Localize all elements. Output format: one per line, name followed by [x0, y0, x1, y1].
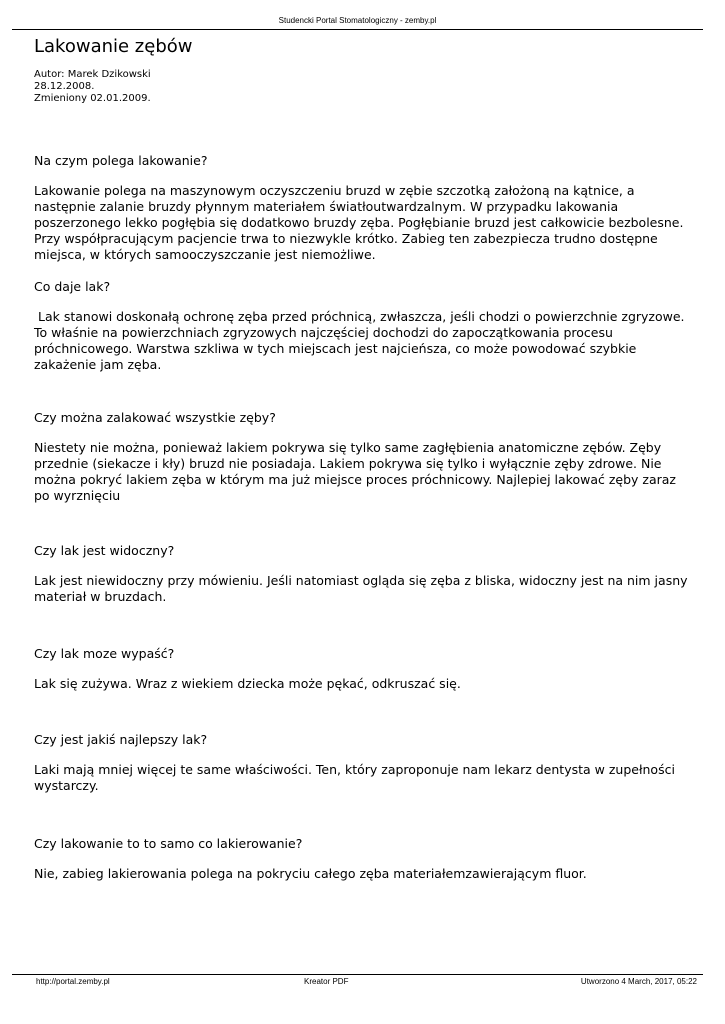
section-question: Czy lak jest widoczny? [34, 543, 175, 558]
page-header [12, 0, 703, 30]
section-co-daje-lak [34, 279, 694, 373]
modified-date: Zmieniony 02.01.2009. [34, 93, 151, 104]
created-date: 28.12.2008. [34, 81, 95, 92]
page-footer [12, 974, 703, 986]
section-question: Czy można zalakować wszystkie zęby? [34, 410, 276, 425]
section-question: Na czym polega lakowanie? [34, 153, 208, 168]
article-meta [34, 69, 694, 105]
section-answer: Lak jest niewidoczny przy mówieniu. Jeśli natomiast ogląda się zęba z bliska, widoczny jest na nim jasny materiał w bruzdach. [34, 573, 692, 604]
section-question: Czy lakowanie to to samo co lakierowanie? [34, 836, 303, 851]
section-question: Czy lak moze wypaść? [34, 646, 175, 661]
footer-url: http://portal.zemby.pl [36, 977, 110, 986]
section-wypadanie [34, 646, 694, 692]
section-wszystkie-zeby [34, 410, 694, 504]
footer-generator: Kreator PDF [304, 977, 349, 986]
section-answer: Niestety nie można, ponieważ lakiem pokrywa się tylko same zagłębienia anatomiczne zębów. Zęby przednie (siekacze i kły) bruzd nie posiadaja. Lakiem pokrywa się tylko i wyłącznie zęby zdrowe. Nie można pokryć lakiem zęba w którym ma już miejsce proces próchnicowy. Najlepiej lakować zęby zaraz po wyrznięciu [34, 440, 680, 503]
section-najlepszy-lak [34, 732, 694, 794]
section-widocznosc [34, 543, 694, 605]
author-line: Autor: Marek Dzikowski [34, 69, 151, 80]
article-body [34, 153, 694, 882]
section-question: Czy jest jakiś najlepszy lak? [34, 732, 208, 747]
site-name: Studencki Portal Stomatologiczny - zemby.pl [278, 16, 437, 25]
section-question: Co daje lak? [34, 279, 111, 294]
article [34, 36, 694, 882]
section-lakowanie [34, 153, 694, 263]
section-answer: Lak się zużywa. Wraz z wiekiem dziecka może pękać, odkruszać się. [34, 676, 461, 691]
footer-created: Utworzono 4 March, 2017, 05:22 [580, 977, 697, 986]
section-lakierowanie [34, 836, 694, 882]
article-title: Lakowanie zębów [34, 36, 193, 57]
section-answer: Lakowanie polega na maszynowym oczyszczeniu bruzd w zębie szczotką założoną na kątnice, a następnie zalanie bruzdy płynnym materiałem światłoutwardzalnym. W przypadku lakowania poszerzonego lekko pogłębia się dodatkowo bruzdy zęba. Pogłębianie bruzd jest całkowicie bezbolesne. Przy współpracującym pacjencie trwa to niezwykle krótko. Zabieg ten zabezpiecza trudno dostępne miejsca, w których samooczyszczanie jest niemożliwe. [34, 183, 688, 262]
section-answer: Laki mają mniej więcej te same właściwości. Ten, który zaproponuje nam lekarz dentysta w zupełności wystarczy. [34, 762, 679, 793]
section-answer: Nie, zabieg lakierowania polega na pokryciu całego zęba materiałemzawierającym fluor. [34, 866, 587, 881]
section-answer: Lak stanowi doskonałą ochronę zęba przed próchnicą, zwłaszcza, jeśli chodzi o powierzchnie zgryzowe. To właśnie na powierzchniach zgryzowych najczęściej dochodzi do zapoczątkowania procesu próchnicowego. Warstwa szkliwa w tych miejscach jest najcieńsza, co może powodować szybkie zakażenie jam zęba. [34, 309, 689, 372]
